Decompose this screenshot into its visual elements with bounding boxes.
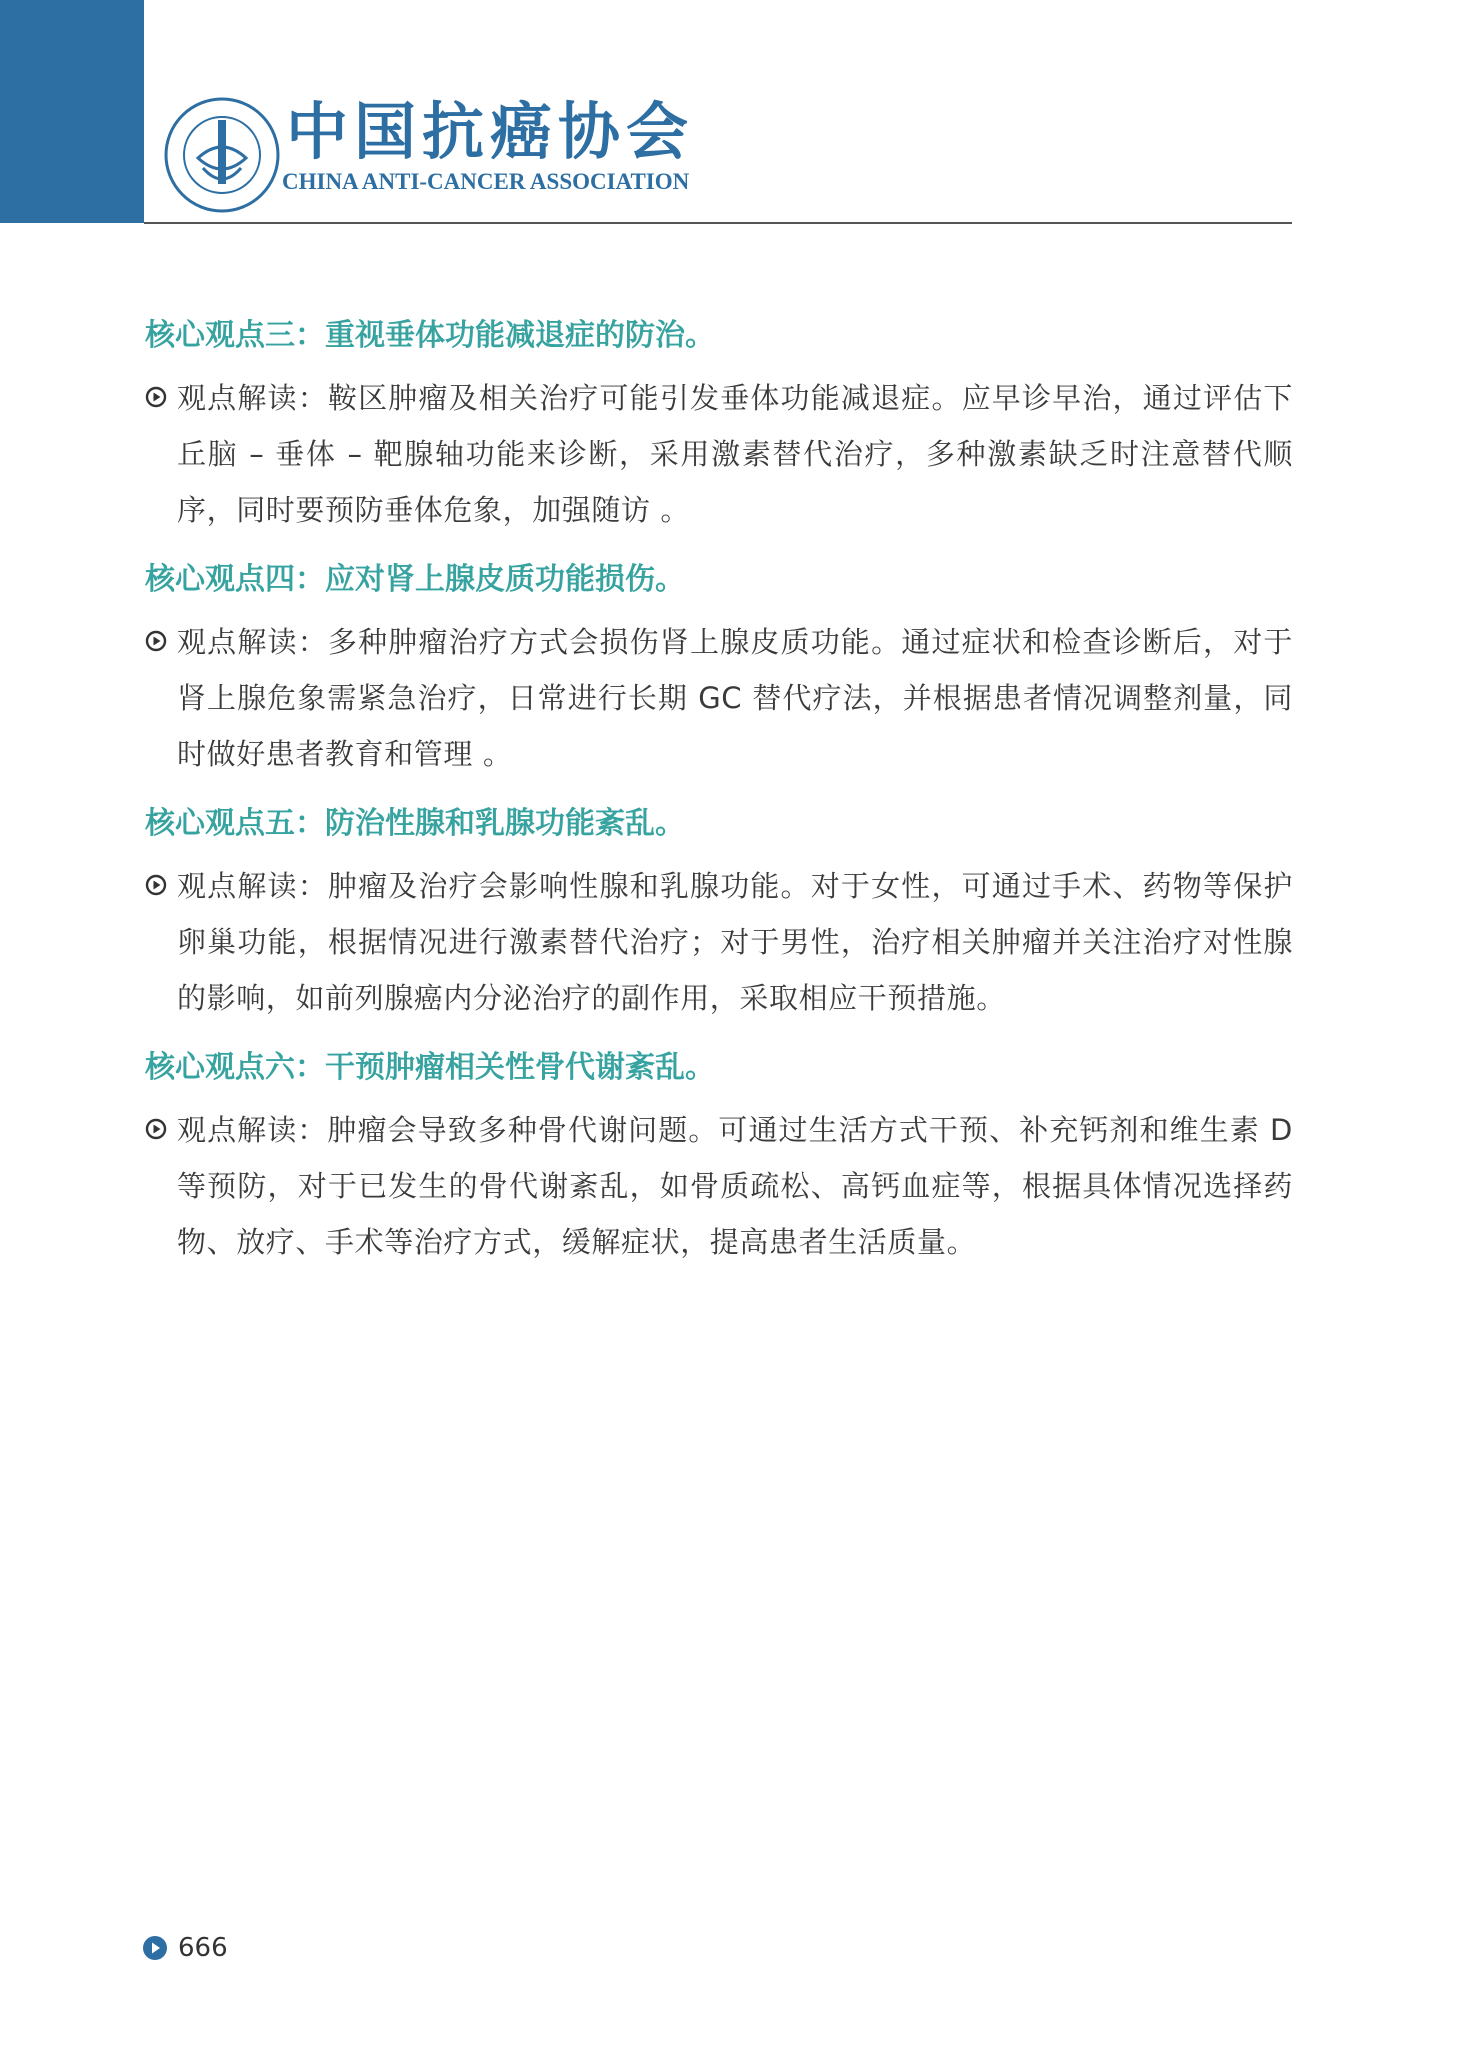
header-divider [144,222,1292,224]
bullet-item [145,370,1293,538]
play-bullet-icon [145,1118,167,1140]
section-paragraph: 观点解读：鞍区肿瘤及相关治疗可能引发垂体功能减退症。应早诊早治，通过评估下丘脑 – 垂体 – 靶腺轴功能来诊断，采用激素替代治疗，多种激素缺乏时注意替代顺序，同时要预防垂体危象，加强随访 。 [177,381,1293,527]
play-bullet-icon [145,874,167,896]
page-number: 666 [178,1933,228,1963]
header-side-band [0,0,144,223]
logo-english-name: CHINA ANTI-CANCER ASSOCIATION [282,169,690,194]
section-heading: 核心观点四：应对肾上腺皮质功能损伤。 [145,562,685,597]
bullet-item [145,614,1293,782]
section-heading: 核心观点五：防治性腺和乳腺功能紊乱。 [145,806,685,841]
section-heading: 核心观点六：干预肿瘤相关性骨代谢紊乱。 [145,1050,715,1085]
bullet-item [145,858,1293,1026]
play-bullet-icon [145,386,167,408]
bullet-item [145,1102,1293,1270]
section-paragraph: 观点解读：肿瘤会导致多种骨代谢问题。可通过生活方式干预、补充钙剂和维生素 D 等预防，对于已发生的骨代谢紊乱，如骨质疏松、高钙血症等，根据具体情况选择药物、放疗、手术等治疗方式，缓解症状，提高患者生活质量。 [177,1113,1293,1259]
core-point-4 [145,552,1293,782]
section-paragraph: 观点解读：多种肿瘤治疗方式会损伤肾上腺皮质功能。通过症状和检查诊断后，对于肾上腺危象需紧急治疗，日常进行长期 GC 替代疗法，并根据患者情况调整剂量，同时做好患者教育和管理 。 [177,625,1293,771]
core-point-3 [145,308,1293,538]
association-seal-icon [163,96,281,214]
play-bullet-icon [145,630,167,652]
section-heading: 核心观点三：重视垂体功能减退症的防治。 [145,318,715,353]
section-paragraph: 观点解读：肿瘤及治疗会影响性腺和乳腺功能。对于女性，可通过手术、药物等保护卵巢功能，根据情况进行激素替代治疗；对于男性，治疗相关肿瘤并关注治疗对性腺的影响，如前列腺癌内分泌治疗的副作用，采取相应干预措施。 [177,869,1293,1015]
page-play-icon [142,1935,168,1961]
core-point-5 [145,796,1293,1026]
page-footer [142,1930,282,1966]
main-content [145,308,1293,1284]
core-point-6 [145,1040,1293,1270]
logo-chinese-name: 中国抗癌协会 [286,95,695,168]
